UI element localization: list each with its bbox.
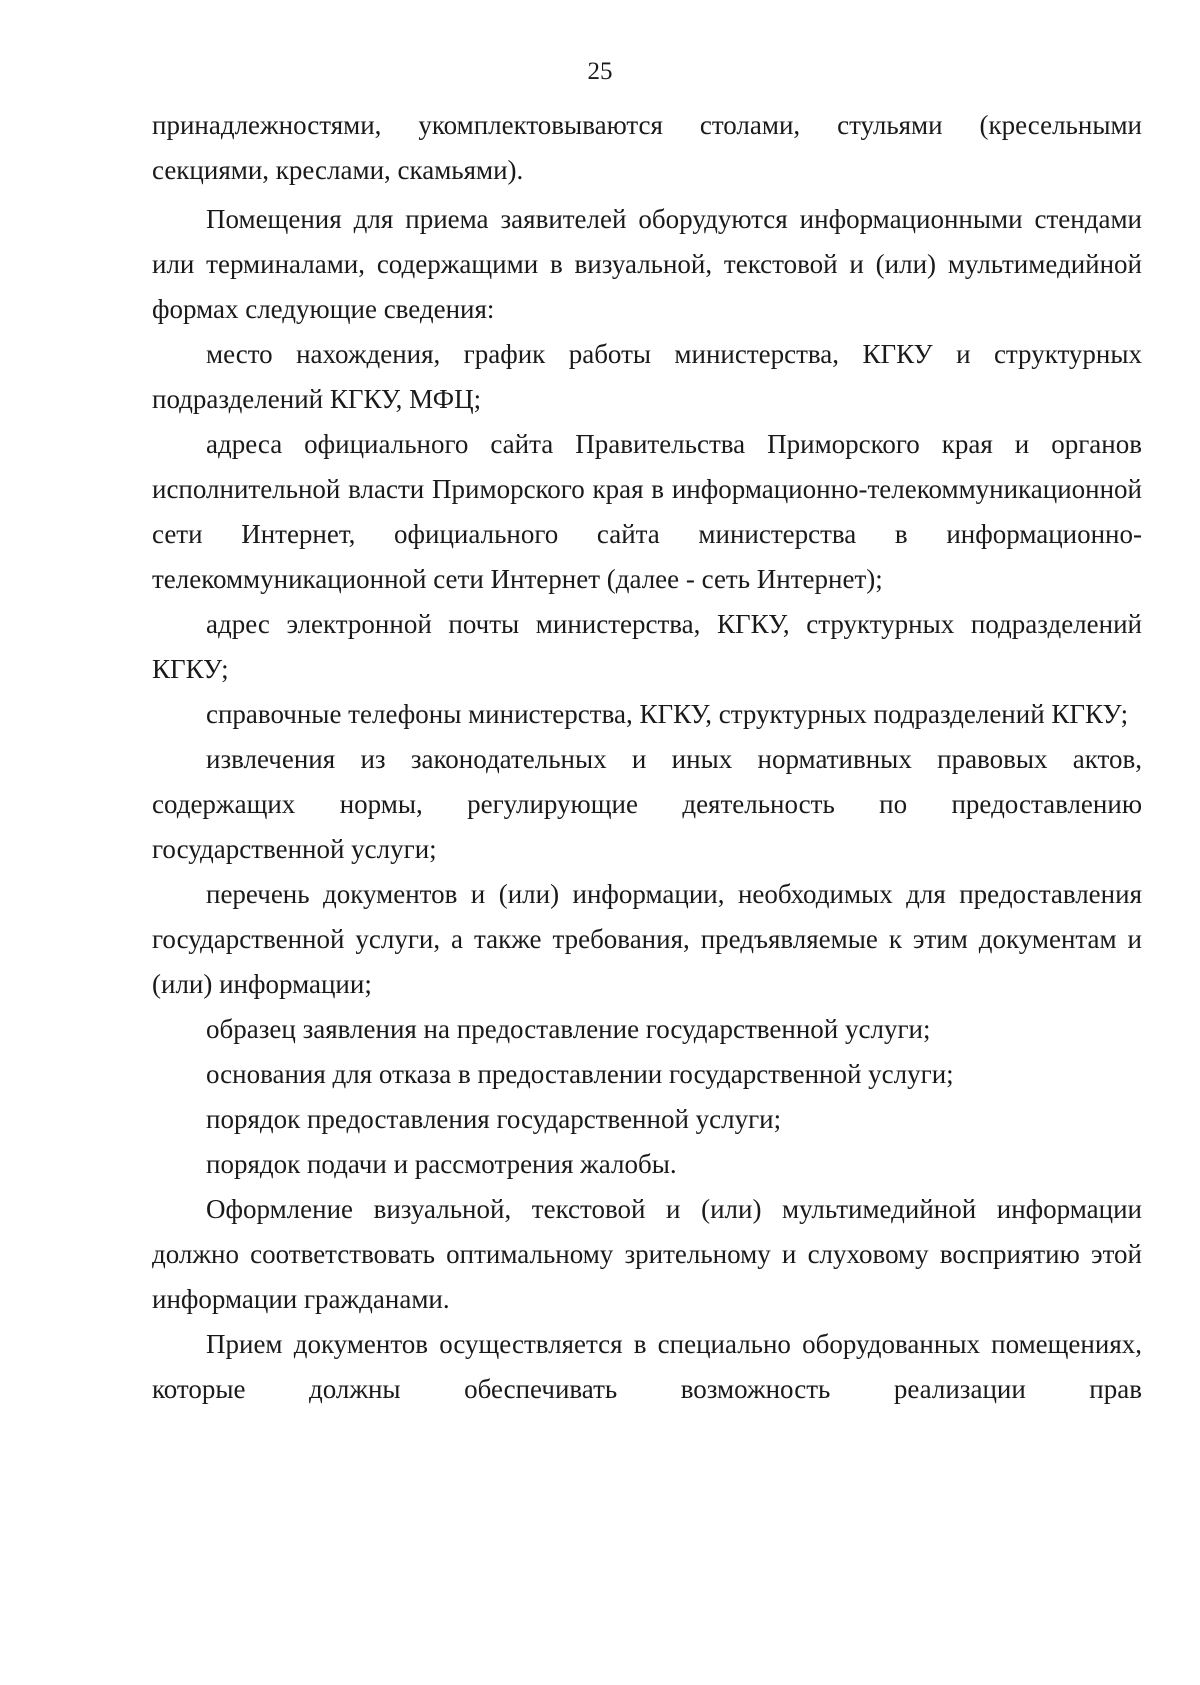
paragraph-4: адреса официального сайта Правительства Приморского края и органов исполнительной власти Приморского края в информационно-телекоммуникационной сети Интернет, официального сайта министерства в информационно-телекоммуникационной сети Интернет (далее - сеть Интернет); <box>152 429 1142 594</box>
paragraph-11: порядок предоставления государственной услуги; <box>206 1104 782 1134</box>
paragraph-7: извлечения из законодательных и иных нормативных правовых актов, содержащих нормы, регулирующие деятельность по предоставлению государственной услуги; <box>152 744 1142 864</box>
paragraph-3: место нахождения, график работы министерства, КГКУ и структурных подразделений КГКУ, МФЦ; <box>152 339 1142 414</box>
page-number: 25 <box>587 58 613 85</box>
document-body <box>152 103 1142 1412</box>
paragraph-5: адрес электронной почты министерства, КГКУ, структурных подразделений КГКУ; <box>152 609 1142 684</box>
paragraph-2: Помещения для приема заявителей оборудуются информационными стендами или терминалами, содержащими в визуальной, текстовой и (или) мультимедийной формах следующие сведения: <box>152 204 1142 324</box>
paragraph-10: основания для отказа в предоставлении государственной услуги; <box>206 1059 954 1089</box>
paragraph-8: перечень документов и (или) информации, необходимых для предоставления государственной услуги, а также требования, предъявляемые к этим документам и (или) информации; <box>152 879 1142 999</box>
paragraph-9: образец заявления на предоставление государственной услуги; <box>206 1014 931 1044</box>
paragraph-6: справочные телефоны министерства, КГКУ, структурных подразделений КГКУ; <box>206 699 1129 729</box>
paragraph-13: Оформление визуальной, текстовой и (или) мультимедийной информации должно соответствовать оптимальному зрительному и слуховому восприятию этой информации гражданами. <box>152 1194 1142 1314</box>
paragraph-1: принадлежностями, укомплектовываются столами, стульями (кресельными секциями, креслами, скамьями). <box>152 110 1142 185</box>
paragraph-14: Прием документов осуществляется в специально оборудованных помещениях, которые должны обеспечивать возможность реализации прав <box>152 1329 1142 1404</box>
paragraph-12: порядок подачи и рассмотрения жалобы. <box>206 1149 677 1179</box>
